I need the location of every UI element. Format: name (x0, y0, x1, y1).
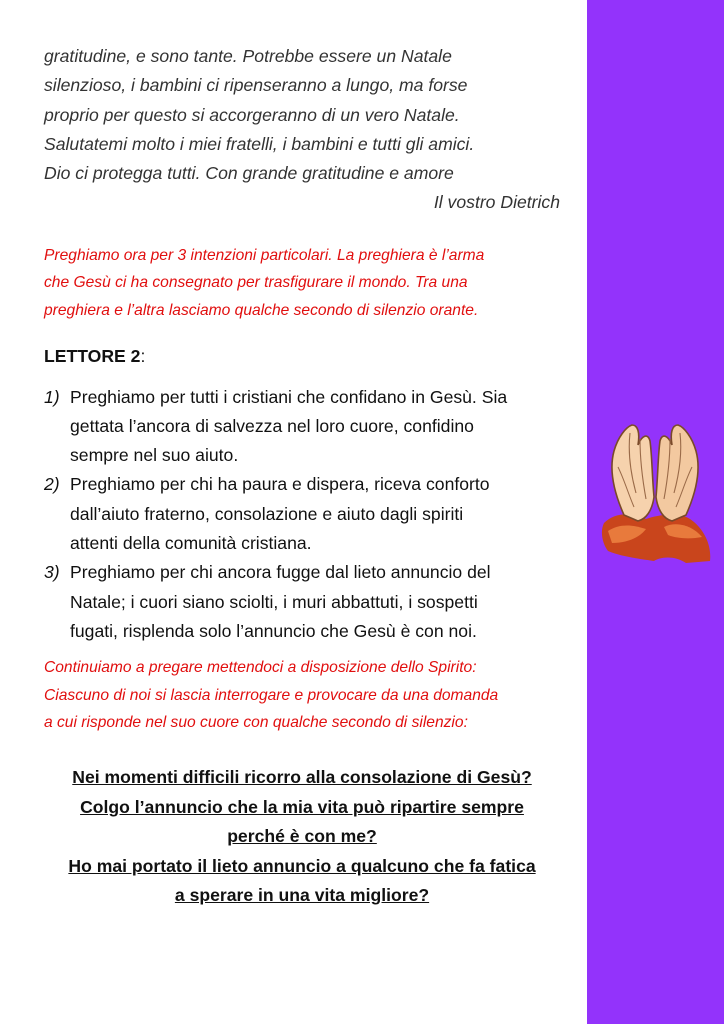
question-line: a sperare in una vita migliore? (174, 885, 430, 906)
prayer-line: dall’aiuto fraterno, consolazione e aiuto dagli spiriti (70, 503, 464, 524)
prayer-line: Preghiamo per chi ancora fugge dal lieto annuncio del (70, 562, 491, 583)
prayer-line: Preghiamo per tutti i cristiani che confidano in Gesù. Sia (70, 386, 508, 407)
letter-line: gratitudine, e sono tante. Potrebbe essere un Natale (44, 46, 452, 66)
prayer-intro-instruction (44, 242, 560, 325)
question-line: Ho mai portato il lieto annuncio a qualcuno che fa fatica (68, 855, 536, 876)
reader-heading (44, 343, 560, 369)
document-page (44, 42, 560, 911)
letter-line: Salutatemi molto i miei fratelli, i bambini e tutti gli amici. (44, 133, 475, 154)
letter-line: proprio per questo si accorgeranno di un vero Natale. (44, 104, 460, 125)
intro-line: Preghiamo ora per 3 intenzioni particolari. La preghiera è l’arma (44, 246, 485, 264)
prayer-line: Natale; i cuori siano sciolti, i muri abbattuti, i sospetti (70, 591, 478, 612)
question-line: Colgo l’annuncio che la mia vita può ripartire sempre (80, 796, 524, 817)
prayer-number: 2) (44, 474, 60, 495)
question-line: perché è con me? (227, 826, 377, 847)
prayer-line: attenti della comunità cristiana. (70, 533, 312, 554)
letter-line: silenzioso, i bambini ci ripenseranno a lungo, ma forse (44, 75, 468, 96)
intro-line: che Gesù ci ha consegnato per trasfigurare il mondo. Tra una (44, 274, 468, 292)
prayer-number: 1) (44, 386, 60, 407)
outro-line: Ciascuno di noi si lascia interrogare e provocare da una domanda (44, 686, 499, 704)
outro-line: Continuiamo a pregare mettendoci a disposizione dello Spirito: (44, 659, 477, 677)
letter-line: Dio ci protegga tutti. Con grande gratitudine e amore (44, 163, 454, 184)
prayer-item (44, 383, 560, 471)
letter-signature: Il vostro Dietrich (433, 192, 560, 213)
outro-line: a cui risponde nel suo cuore con qualche secondo di silenzio: (44, 714, 468, 732)
prayer-number: 3) (44, 562, 60, 583)
prayer-list (44, 383, 560, 647)
letter-excerpt (44, 42, 560, 188)
praying-hands-icon (594, 415, 716, 565)
reader-label: LETTORE 2 (44, 345, 141, 366)
prayer-item (44, 470, 560, 558)
reader-colon: : (140, 345, 146, 366)
reflection-questions (44, 763, 560, 911)
prayer-line: sempre nel suo aiuto. (70, 445, 239, 466)
prayer-line: fugati, risplenda solo l’annuncio che Gesù è con noi. (70, 620, 477, 641)
intro-line: preghiera e l’altra lasciamo qualche secondo di silenzio orante. (44, 301, 479, 319)
prayer-item (44, 558, 560, 646)
question-line: Nei momenti difficili ricorro alla consolazione di Gesù? (72, 767, 532, 788)
prayer-line: Preghiamo per chi ha paura e dispera, riceva conforto (70, 474, 490, 495)
reflection-instruction (44, 654, 560, 737)
prayer-line: gettata l’ancora di salvezza nel loro cuore, confidino (70, 415, 474, 436)
